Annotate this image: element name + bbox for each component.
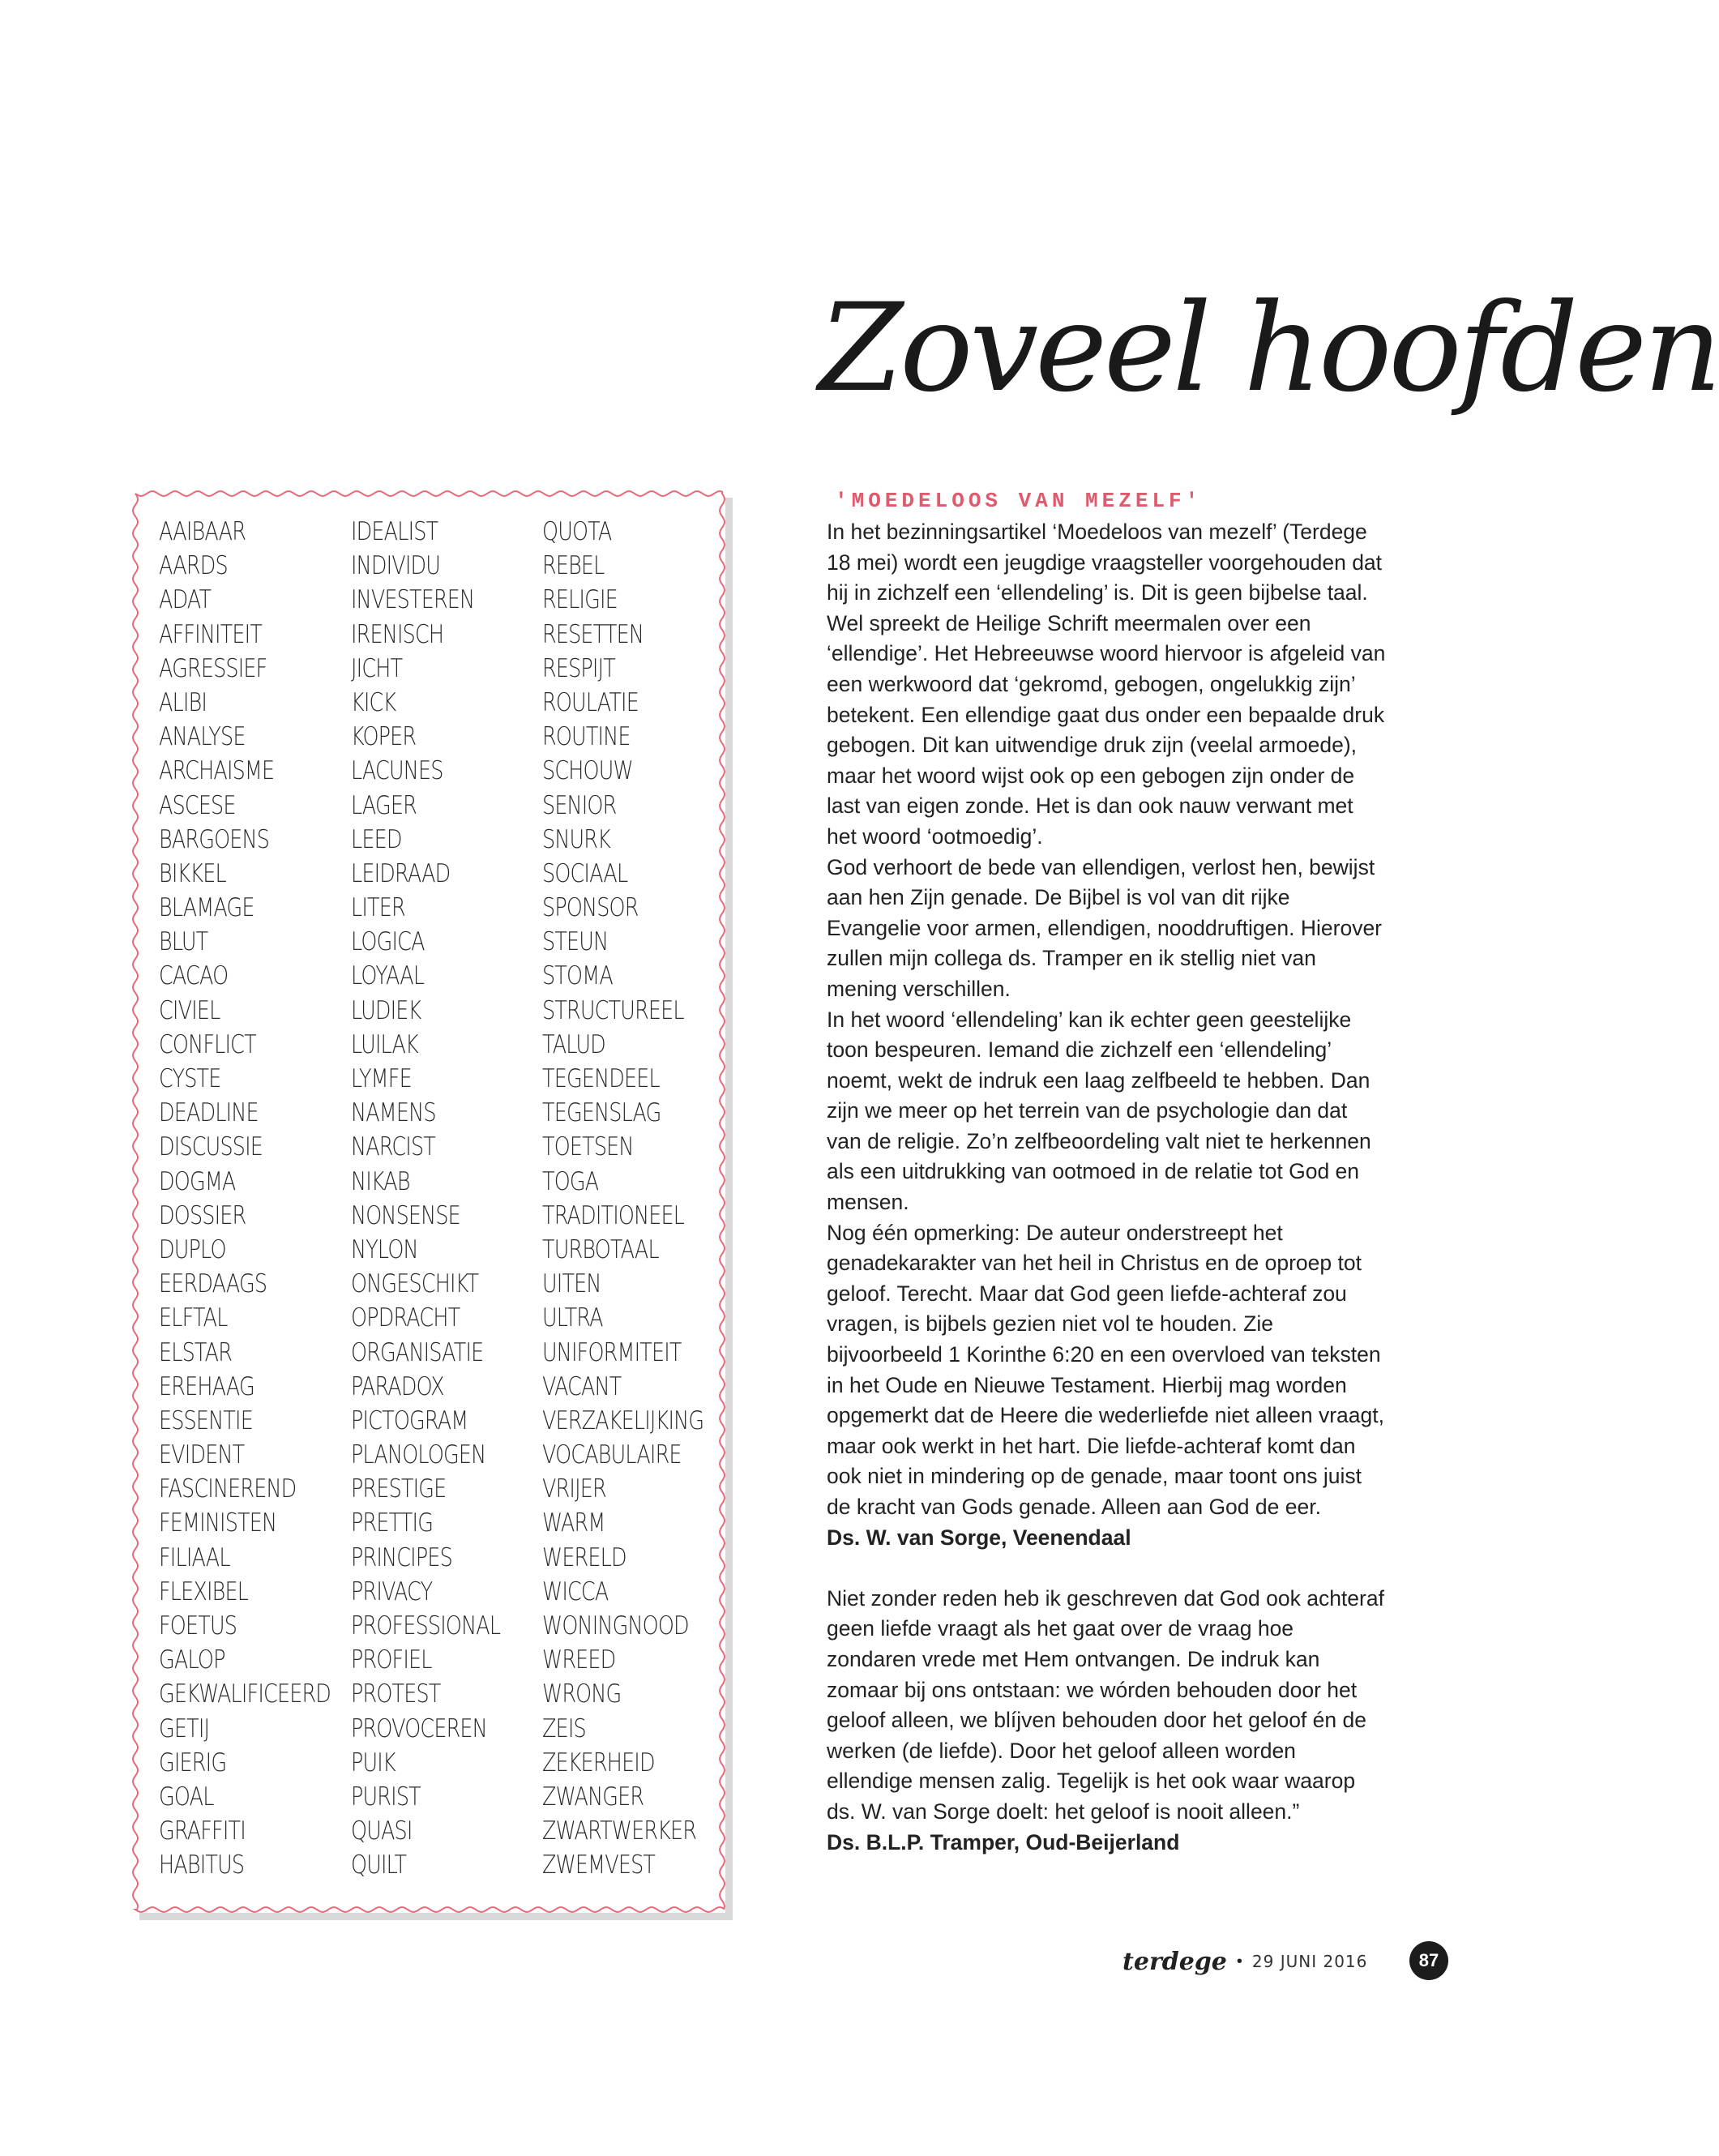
word-item: GRAFFITI (159, 1816, 246, 1846)
word-item: WONINGNOOD (542, 1611, 689, 1641)
word-item: VOCABULAIRE (542, 1440, 682, 1470)
word-item: ANALYSE (159, 722, 246, 752)
word-item: CYSTE (159, 1064, 221, 1093)
word-item: PROTEST (351, 1679, 441, 1709)
word-item: PLANOLOGEN (351, 1440, 486, 1470)
word-column-1 (159, 515, 345, 1883)
signature-tramper: Ds. B.L.P. Tramper, Oud-Beijerland (827, 1829, 1180, 1854)
word-item: AFFINITEIT (159, 619, 263, 649)
word-item: WARM (542, 1508, 605, 1538)
word-item: DISCUSSIE (159, 1132, 263, 1162)
word-item: ALIBI (159, 687, 207, 717)
word-item: NAMENS (351, 1098, 436, 1128)
word-item: DOSSIER (159, 1200, 246, 1230)
word-item: NONSENSE (351, 1200, 460, 1230)
word-item: SPONSOR (542, 893, 639, 923)
word-item: ARCHAISME (159, 756, 275, 786)
word-item: FLEXIBEL (159, 1576, 249, 1606)
word-item: PICTOGRAM (351, 1405, 468, 1435)
word-item: TRADITIONEEL (542, 1200, 685, 1230)
article-paragraph: God verhoort de bede van ellendigen, verlost hen, bewijst aan hen Zijn genade. De Bijbel is vol van dit rijke Evangelie voor armen, ellendigen, nooddruftigen. Hierover zullen mijn collega ds. Tramper en ik stellig niet van mening verschillen. (827, 854, 1383, 1001)
word-item: FEMINISTEN (159, 1508, 277, 1538)
word-item: STRUCTUREEL (542, 995, 684, 1025)
word-item: BLAMAGE (159, 893, 254, 923)
word-item: ASCESE (159, 790, 236, 820)
word-item: CACAO (159, 961, 229, 991)
word-item: LAGER (351, 790, 417, 820)
word-item: ORGANISATIE (351, 1337, 484, 1367)
word-item: RESPIJT (542, 653, 615, 683)
word-item: LUILAK (351, 1029, 418, 1059)
word-item: TEGENDEEL (542, 1064, 660, 1093)
word-item: GIERIG (159, 1747, 227, 1777)
word-item: ZEIS (542, 1713, 586, 1743)
word-item: EREHAAG (159, 1371, 254, 1401)
page-title: Zoveel hoofden (819, 278, 1719, 419)
word-item: VACANT (542, 1371, 622, 1401)
word-item: SOCIAAL (542, 858, 628, 888)
word-item: PARADOX (351, 1371, 444, 1401)
word-item: BLUT (159, 927, 208, 957)
word-column-2 (351, 515, 537, 1883)
article-paragraph: Nog één opmerking: De auteur onderstreept het genadekarakter van het heil in Christus en de oproep tot geloof. Terecht. Maar dat God geen liefde-achteraf zou vragen, is bijbels gezien niet vol te houden. Zie bijvoorbeeld 1 Korinthe 6:20 en een overvloed van teksten in het Oude en Nieuwe Testament. Hierbij mag worden opgemerkt dat de Heere die wederliefde niet alleen vraagt, maar ook werkt in het hart. Die liefde-achteraf komt dan ook niet in mindering op de genade, maar toont ons juist de kracht van Gods genade. Alleen aan God de eer. (827, 1220, 1384, 1519)
word-item: ULTRA (542, 1303, 603, 1333)
footer-separator: • (1236, 1952, 1242, 1970)
word-item: FOETUS (159, 1611, 237, 1641)
word-item: DOGMA (159, 1166, 236, 1196)
word-item: BARGOENS (159, 824, 270, 854)
word-item: PRESTIGE (351, 1474, 447, 1504)
word-item: PRETTIG (351, 1508, 434, 1538)
word-item: TEGENSLAG (542, 1098, 661, 1128)
word-item: WICCA (542, 1576, 609, 1606)
word-item: LYMFE (351, 1064, 412, 1093)
word-item: LEED (351, 824, 402, 854)
word-item: EERDAAGS (159, 1269, 267, 1299)
word-item: ELSTAR (159, 1337, 233, 1367)
word-item: ROUTINE (542, 722, 631, 752)
word-item: FASCINEREND (159, 1474, 297, 1504)
word-item: DUPLO (159, 1234, 226, 1264)
word-item: NYLON (351, 1234, 418, 1264)
word-item: GALOP (159, 1645, 225, 1675)
word-item: ELFTAL (159, 1303, 228, 1333)
word-item: IDEALIST (351, 517, 438, 546)
word-column-3 (542, 515, 729, 1883)
word-item: QUASI (351, 1816, 413, 1846)
article-paragraph: In het bezinningsartikel ‘Moedeloos van mezelf’ (Terdege 18 mei) wordt een jeugdige vraagsteller voorgehouden dat hij in zichzelf een ‘ellendeling’ is. Dit is geen bijbelse taal. Wel spreekt de Heilige Schrift meermalen over een ‘ellendige’. Het Hebreeuwse woord hiervoor is afgeleid van een werkwoord dat ‘gekromd, gebogen, ongelukkig zijn’ betekent. Een ellendige gaat dus onder een bepaalde druk gebogen. Dit kan uitwendige druk zijn (veelal armoede), maar het woord wijst ook op een gebogen zijn onder de last van eigen zonde. Het is dan ook nauw verwant met het woord ‘ootmoedig’. (827, 520, 1386, 849)
word-item: LITER (351, 893, 405, 923)
word-list-box (132, 490, 725, 1913)
word-item: WREED (542, 1645, 616, 1675)
word-item: LOGICA (351, 927, 425, 957)
word-item: AGRESSIEF (159, 653, 267, 683)
article-kicker: 'MOEDELOOS VAN MEZELF' (835, 489, 1203, 513)
word-item: PROFESSIONAL (351, 1611, 501, 1641)
signature-van-sorge: Ds. W. van Sorge, Veenendaal (827, 1525, 1131, 1550)
word-item: GEKWALIFICEERD (159, 1679, 331, 1709)
word-item: RESETTEN (542, 619, 644, 649)
word-item: CIVIEL (159, 995, 220, 1025)
word-item: GOAL (159, 1782, 214, 1812)
word-item: ESSENTIE (159, 1405, 253, 1435)
word-item: VRIJER (542, 1474, 606, 1504)
word-item: SCHOUW (542, 756, 633, 786)
word-item: DEADLINE (159, 1098, 259, 1128)
word-item: ZWARTWERKER (542, 1816, 697, 1846)
word-item: LEIDRAAD (351, 858, 451, 888)
word-item: PUIK (351, 1747, 396, 1777)
word-item: PURIST (351, 1782, 421, 1812)
word-item: CONFLICT (159, 1029, 256, 1059)
page-footer (1122, 1945, 1367, 1978)
word-item: EVIDENT (159, 1440, 245, 1470)
word-item: FILIAAL (159, 1542, 230, 1572)
word-item: WRONG (542, 1679, 622, 1709)
word-item: ONGESCHIKT (351, 1269, 479, 1299)
word-item: GETIJ (159, 1713, 210, 1743)
reply-paragraph: Niet zonder reden heb ik geschreven dat God ook achteraf geen liefde vraagt als het gaat over de vraag hoe zondaren vrede met Hem ontvangen. De indruk kan zomaar bij ons ontstaan: we wórden behouden door het geloof alleen, we blíjven behouden door het geloof én de werken (de liefde). Door het geloof alleen worden ellendige mensen zalig. Tegelijk is het ook waar waarop ds. W. van Sorge doelt: het geloof is nooit alleen.” (827, 1585, 1384, 1824)
issue-date: 29 JUNI 2016 (1251, 1952, 1368, 1971)
word-item: IRENISCH (351, 619, 444, 649)
article-paragraph: In het woord ‘ellendeling’ kan ik echter geen geestelijke toon bespeuren. Iemand die zichzelf een ‘ellendeling’ noemt, wekt de indruk een laag zelfbeeld te hebben. Dan zijn we meer op het terrein van de psychologie dan dat van de religie. Zo’n zelfbeoordeling valt niet te herkennen als een uitdrukking van ootmoed in de relatie tot God en mensen. (827, 1007, 1371, 1215)
magazine-logo: terdege (1122, 1947, 1227, 1976)
letter-article (827, 486, 1386, 1858)
word-item: INVESTEREN (351, 585, 475, 615)
word-item: NARCIST (351, 1132, 435, 1162)
word-item: LOYAAL (351, 961, 425, 991)
word-item: PROFIEL (351, 1645, 432, 1675)
word-item: QUILT (351, 1850, 407, 1880)
word-item: VERZAKELIJKING (542, 1405, 704, 1435)
word-item: RELIGIE (542, 585, 618, 615)
word-item: QUOTA (542, 517, 612, 546)
word-item: ZEKERHEID (542, 1747, 655, 1777)
page-number: 87 (1409, 1941, 1448, 1980)
word-item: AAIBAAR (159, 517, 246, 546)
word-item: KICK (351, 687, 396, 717)
word-item: LUDIEK (351, 995, 421, 1025)
word-item: SNURK (542, 824, 610, 854)
word-item: JICHT (351, 653, 403, 683)
word-item: TURBOTAAL (542, 1234, 659, 1264)
word-item: NIKAB (351, 1166, 410, 1196)
word-item: TOGA (542, 1166, 599, 1196)
word-item: STEUN (542, 927, 609, 957)
word-item: ADAT (159, 585, 212, 615)
word-item: LACUNES (351, 756, 443, 786)
word-item: SENIOR (542, 790, 617, 820)
word-item: ZWANGER (542, 1782, 644, 1812)
word-item: UITEN (542, 1269, 601, 1299)
word-item: INDIVIDU (351, 551, 441, 581)
word-item: TOETSEN (542, 1132, 634, 1162)
word-item: PRIVACY (351, 1576, 433, 1606)
word-item: ZWEMVEST (542, 1850, 656, 1880)
word-item: ROULATIE (542, 687, 639, 717)
word-item: REBEL (542, 551, 605, 581)
word-item: WERELD (542, 1542, 626, 1572)
word-item: UNIFORMITEIT (542, 1337, 682, 1367)
word-item: PROVOCEREN (351, 1713, 487, 1743)
word-item: HABITUS (159, 1850, 245, 1880)
word-item: PRINCIPES (351, 1542, 452, 1572)
word-item: TALUD (542, 1029, 605, 1059)
word-item: AARDS (159, 551, 228, 581)
word-item: KOPER (351, 722, 417, 752)
word-item: BIKKEL (159, 858, 226, 888)
word-item: STOMA (542, 961, 613, 991)
word-item: OPDRACHT (351, 1303, 460, 1333)
